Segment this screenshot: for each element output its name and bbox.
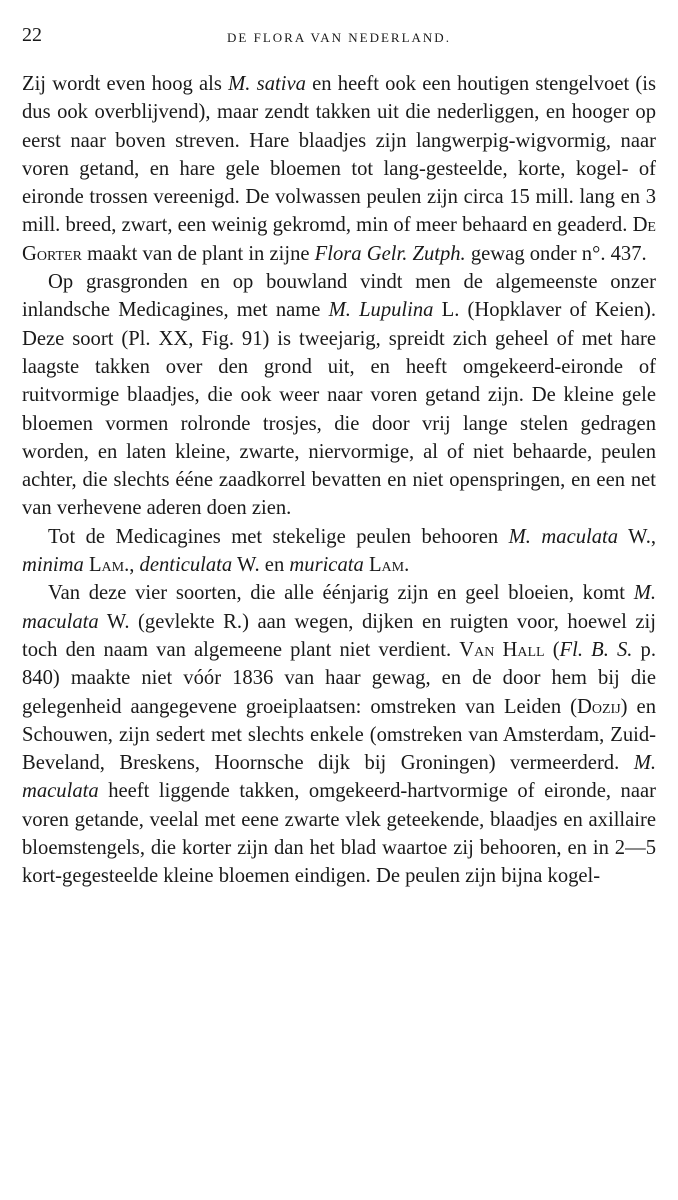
- text-segment: Dozij: [577, 695, 621, 718]
- text-segment: (: [544, 638, 560, 661]
- paragraph: [22, 268, 656, 523]
- page-number: 22: [22, 24, 42, 46]
- text-segment: Lam.: [88, 554, 130, 577]
- text-segment: ,: [129, 554, 140, 577]
- text-segment: minima: [22, 554, 84, 577]
- text-segment: Tot de Medicagines met stekelige peulen behooren: [48, 525, 509, 548]
- paragraph: [22, 70, 656, 268]
- text-segment: Op grasgronden en op bouwland vindt men de algemeenste onzer inlandsche Medicagines, met name: [22, 271, 656, 322]
- text-segment: gewag onder n°. 437.: [465, 242, 647, 265]
- text-segment: W. (gevlekte R.) aan wegen, dijken en ruigten voor, hoewel zij toch den naam van algemeene plant niet verdient.: [22, 610, 656, 661]
- text-segment: muricata: [289, 554, 364, 577]
- text-segment: M. maculata: [22, 582, 656, 633]
- text-segment: maakt van de plant in zijne: [81, 242, 315, 265]
- text-segment: W.,: [618, 525, 656, 548]
- text-segment: Fl. B. S.: [559, 638, 633, 661]
- paragraph: [22, 523, 656, 580]
- body-text: [22, 70, 656, 891]
- text-segment: Lam.: [368, 554, 410, 577]
- text-segment: De Gorter: [22, 214, 656, 265]
- text-segment: denticulata: [139, 554, 233, 577]
- text-segment: L. (Hopklaver of Keien). Deze soort (Pl. XX, Fig. 91) is tweejarig, spreidt zich geheel of met hare laagste takken over den grond uit, en heeft omgekeerd-eironde of ruitvormige blaadjes, die ook weer naar voren getand zijn. De kleine gele bloemen vormen rolronde trosjes, die door vrij lange stelen gedragen worden, en laten kleine, zwarte, niervormige, al of niet behaarde, peulen achter, die slechts ééne zaadkorrel bevatten en niet openspringen, en een net van verhevene aderen doen zien.: [22, 299, 656, 520]
- text-segment: Flora Gelr. Zutph.: [314, 242, 466, 265]
- text-segment: p. 840) maakte niet vóór 1836 van haar gewag, en de door hem bij die gelegenheid aangegevene groeiplaatsen: omstreken van Leiden (: [22, 638, 656, 718]
- paragraph: [22, 579, 656, 890]
- text-segment: ) en Schouwen, zijn sedert met slechts enkele (omstreken van Amsterdam, Zuid-Beveland, Breskens, Hoornsche dijk bij Groningen) vermeerderd.: [22, 695, 656, 775]
- text-segment: M. maculata: [22, 752, 656, 803]
- text-segment: M. sativa: [228, 73, 306, 95]
- text-segment: Van deze vier soorten, die alle éénjarig zijn en geel bloeien, komt: [48, 582, 634, 605]
- text-segment: M. maculata: [508, 525, 619, 548]
- page-header: [22, 22, 656, 52]
- text-segment: M. Lupulina: [328, 299, 434, 322]
- text-segment: Zij wordt even hoog als: [22, 73, 229, 95]
- running-title: DE FLORA VAN NEDERLAND.: [227, 30, 451, 45]
- text-segment: en heeft ook een houtigen stengelvoet (is dus ook overblijvend), maar zendt takken uit die nederliggen, en hooger op eerst naar boven streven. Hare blaadjes zijn langwerpig-wigvormig, naar voren getand, en hare gele bloemen tot lang-gesteelde, korte, kogel- of eironde trossen vereenigd. De volwassen peulen zijn circa 15 mill. lang en 3 mill. breed, zwart, een weinig gekromd, min of meer behaard en geaderd.: [22, 73, 656, 237]
- text-segment: Van Hall: [459, 638, 545, 661]
- text-segment: heeft liggende takken, omgekeerd-hartvormige of eironde, naar voren getande, veelal met eene zwarte vlek geteekende, blaadjes en axillaire bloemstengels, die korter zijn dan het blad waartoe zij behooren, en in 2—5 kort-gegesteelde kleine bloemen eindigen. De peulen zijn bijna kogel-: [22, 780, 656, 888]
- text-segment: W. en: [232, 554, 290, 577]
